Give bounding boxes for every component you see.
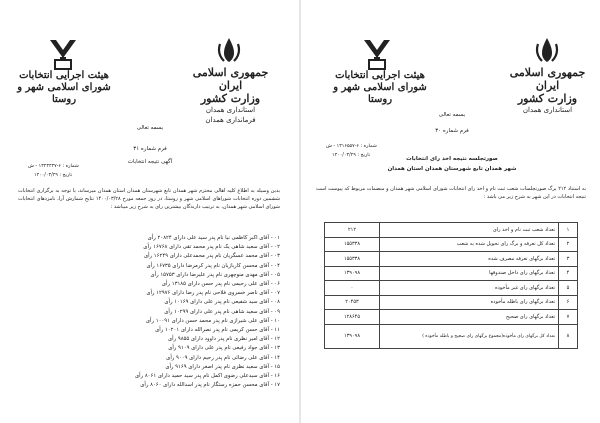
row-value: ۰ — [325, 281, 380, 296]
result-row: ۱۱ - آقای حسن کریمی نام پدر نصرالله دارای ۱۰۲۰۱ رأی — [155, 327, 280, 334]
ministry-title: وزارت کشور — [200, 92, 261, 105]
results-list — [70, 234, 280, 390]
form-number: فرم شماره ۳۱ — [133, 146, 167, 152]
county-office-name: فرمانداری همدان — [205, 116, 256, 124]
minutes-intro: به استناد ۲۱۲ برگ صورتجلسات شعب ثبت نام و اخذ رای انتخابات شورای اسلامی شهر همدان و منضمات مربوط که پیوست است نتیجه انتخابات در این شهر به شرح زیر می باشد : — [316, 186, 586, 200]
republic-title: جمهوری اسلامی ایران — [509, 66, 586, 92]
row-number: ۴ — [559, 266, 578, 281]
iran-emblem-icon — [534, 36, 560, 64]
election-board-emblem-icon — [46, 36, 80, 72]
minutes-subtitle: شهر همدان تابع شهرستان همدان استان همدان — [387, 166, 517, 172]
result-row: ۱۷ - آقای محسن حمزه رستگار نام پدر اسدالله دارای ۸۰۶۰ رأی — [140, 382, 280, 389]
reference-number: شماره : ۶-۱۳۱۶۵۵۷ - ش — [326, 144, 377, 149]
table-row — [325, 310, 578, 325]
table-row — [325, 266, 578, 281]
row-number: ۵ — [559, 281, 578, 296]
row-description: تعداد برگهای رای باطله مأخوذه — [380, 295, 559, 310]
minutes-title: صورتجلسه نتیجه اخذ رای انتخابات — [406, 156, 498, 162]
governorate-name: استانداری همدان — [205, 106, 256, 114]
result-row: ۰۵ - آقای مهدی منوچهری نام پدر علیرضا دارای ۱۵۷۵۳ رأی — [150, 271, 280, 278]
result-row: ۰۱ - آقای اکبر کاظمی نیا نام پدر سید علی دارای ۲۰۸۲۴ رأی — [147, 235, 280, 241]
row-description: تعداد برگهای رای صحیح — [380, 310, 559, 325]
result-row: ۱۲ - آقای امیر نظری نام پدر داوود دارای ۹۸۵۵ رأی — [168, 336, 280, 343]
result-row: ۱۴ - آقای علی رضائی نام پدر رحیم دارای ۹۰۰۹ رأی — [166, 354, 280, 361]
table-row — [325, 324, 578, 348]
notice-intro: بدین وسیله به اطلاع کلیه اهالی محترم شهر همدان تابع شهرستان همدان استان همدان میرساند، با توجه به برگزاری انتخابات ششمین دوره انتخابات شوراهای اسلامی شهر و روستا، در روز جمعه مورخ ۱۴۰۰/۰۳/۲۸ نتایج شمارش آرا، نامزدهای انتخابات شورای اسلامی شهر همدان، به ترتیب دارندگان بیشترین رای به شرح زیر میباشد : — [18, 188, 280, 210]
basmala: بسمه تعالی — [136, 125, 164, 131]
row-number: ۸ — [559, 324, 578, 348]
row-value: ۱۵۵۳۳۸ — [325, 252, 380, 267]
result-row: ۰۸ - آقای سید شفیعی نام پدر علی دارای ۱۰۱۶۹ رأی — [164, 299, 280, 306]
row-value: ۱۳۹۰۹۸ — [325, 324, 380, 348]
row-description: تعداد برگهای رای غیر مأخوذه — [380, 281, 559, 296]
row-description: تعداد شعب ثبت نام و اخذ رای — [380, 223, 559, 238]
board-name-line2: شورای اسلامی شهر و روستا — [17, 82, 111, 105]
row-value: ۱۵۵۳۳۸ — [325, 237, 380, 252]
form-number: فرم شماره ۳۰ — [435, 128, 469, 134]
result-row: ۰۶ - آقای علی رحیمی نام پدر حسن دارای ۱۳۱۸۵ رأی — [161, 281, 280, 288]
result-row: ۱۶ - آقای سیدعلی رضوی اکمل نام پدر سید حمید دارای ۸۰۶۱ رأی — [134, 373, 280, 380]
result-row: ۱۰ - آقای علی شیرازی نام پدر محمد حسن دارای ۱۰۰۹۱ رأی — [145, 317, 280, 324]
row-number: ۳ — [559, 252, 578, 267]
republic-title: جمهوری اسلامی ایران — [192, 66, 269, 92]
notice-title: آگهی نتیجه انتخابات — [127, 159, 173, 165]
page-divider — [299, 0, 301, 423]
ministry-title: وزارت کشور — [517, 92, 578, 105]
result-row: ۱۵ - آقای سعید نظری نام پدر اصغر دارای ۹۱۶۹ رأی — [165, 363, 280, 370]
row-value: ۱۲۸۶۴۵ — [325, 310, 380, 325]
table-row — [325, 223, 578, 238]
row-description: تعداد کل برگهای رای مأخوذه(مجموع برگهای رای صحیح و باطله مأخوذه ) — [380, 324, 559, 348]
iran-emblem-icon — [216, 36, 242, 64]
governorate-name: استانداری همدان — [522, 106, 573, 114]
result-row: ۰۹ - آقای سعید شاهی نام پدر علی دارای ۱۰۲۹۹ رأی — [164, 308, 280, 315]
left-document — [0, 0, 298, 423]
board-name-line1: هیئت اجرایی انتخابات — [335, 70, 425, 81]
reference-date: تاریخ : ۱۴۰۰/۰۳/۲۹ — [34, 173, 73, 178]
election-board-emblem-icon — [360, 36, 394, 72]
ministry-header — [500, 66, 595, 115]
row-value: ۲۰۴۵۳ — [325, 295, 380, 310]
row-description: تعداد برگهای تعرفه مصرف شده — [380, 252, 559, 267]
row-description: تعداد کل تعرفه و برگ رای تحویل شده به شعب — [380, 237, 559, 252]
reference-date: تاریخ : ۱۴۰۰/۰۳/۲۹ — [332, 153, 371, 158]
table-row — [325, 237, 578, 252]
board-name-line1: هیئت اجرایی انتخابات — [19, 70, 109, 81]
table-row — [325, 281, 578, 296]
result-row: ۰۷ - آقای ناصر خسروی فلاحی نام پدر رضا دارای ۱۲۹۷۶ رأی — [146, 290, 280, 297]
result-row: ۰۴ - آقای محسن کاربازیان نام پدر کرمرضا دارای ۱۶۷۳۵ رأی — [146, 262, 280, 269]
right-document — [302, 0, 600, 423]
result-row: ۰۳ - آقای محمد عسگریان نام پدر محمدعلی دارای ۱۶۲۴۹ رأی — [143, 253, 280, 260]
row-number: ۶ — [559, 295, 578, 310]
row-value: ۱۳۹۰۹۸ — [325, 266, 380, 281]
reference-number: شماره : ۶-۱۳۲۳۴۳۷ - ش — [28, 164, 79, 169]
board-name-line2: شورای اسلامی شهر و روستا — [333, 82, 427, 105]
row-number: ۲ — [559, 237, 578, 252]
row-number: ۱ — [559, 223, 578, 238]
result-row: ۰۲ - آقای سعید شاهی یک نام پدر محمد تقی دارای ۱۶۷۶۸ رأی — [143, 244, 280, 251]
result-row: ۱۳ - آقای جواد رفیعی نام پدر علی دارای ۹۱۰۹ رأی — [168, 345, 280, 352]
election-board-header — [330, 70, 430, 106]
election-board-header — [14, 70, 114, 106]
basmala: بسمه تعالی — [438, 112, 466, 118]
table-row — [325, 295, 578, 310]
row-number: ۷ — [559, 310, 578, 325]
row-description: تعداد برگهای رای داخل صندوقها — [380, 266, 559, 281]
ministry-header — [183, 66, 278, 125]
table-row — [325, 252, 578, 267]
election-results-table — [324, 222, 578, 349]
row-value: ۲۱۲ — [325, 223, 380, 238]
